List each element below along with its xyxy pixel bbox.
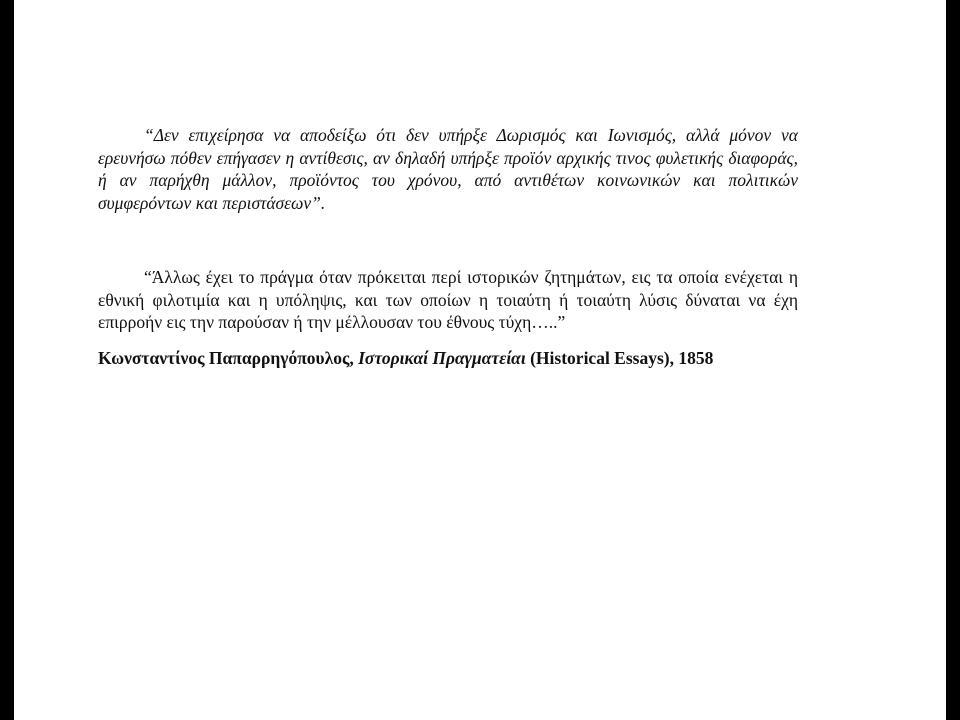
quote-dorism-ionism: “Δεν επιχείρησα να αποδείξω ότι δεν υπήρξε Δωρισμός και Ιωνισμός, αλλά μόνον να ερευνήσω πόθεν επήγασεν η αντίθεσις, αν δηλαδή υπήρξε προϊόν αρχικής τινος φυλετικής διαφοράς, ή αν παρήχθη μάλλον, προϊόντος του χρόνου, από αντιθέτων κοινωνικών και πολιτικών συμφερόντων και περιστάσεων”.	[98, 125, 798, 213]
attribution	[98, 347, 818, 369]
attribution-details: (Historical Essays), 1858	[530, 348, 714, 368]
slide-page	[14, 0, 946, 720]
attribution-author: Κωνσταντίνος Παπαρρηγόπουλος,	[98, 348, 354, 368]
attribution-work-title: Ιστορικαί Πραγματείαι	[358, 348, 526, 368]
quote-historical-questions: “Άλλως έχει το πράγμα όταν πρόκειται περί ιστορικών ζητημάτων, εις τα οποία ενέχεται η εθνική φιλοτιμία και η υπόληψις, και των οποίων η τοιαύτη ή τοιαύτη λύσις δύναται να έχη επιρροήν εις την παρούσαν ή την μέλλουσαν του έθνους τύχη…..”	[98, 267, 798, 333]
